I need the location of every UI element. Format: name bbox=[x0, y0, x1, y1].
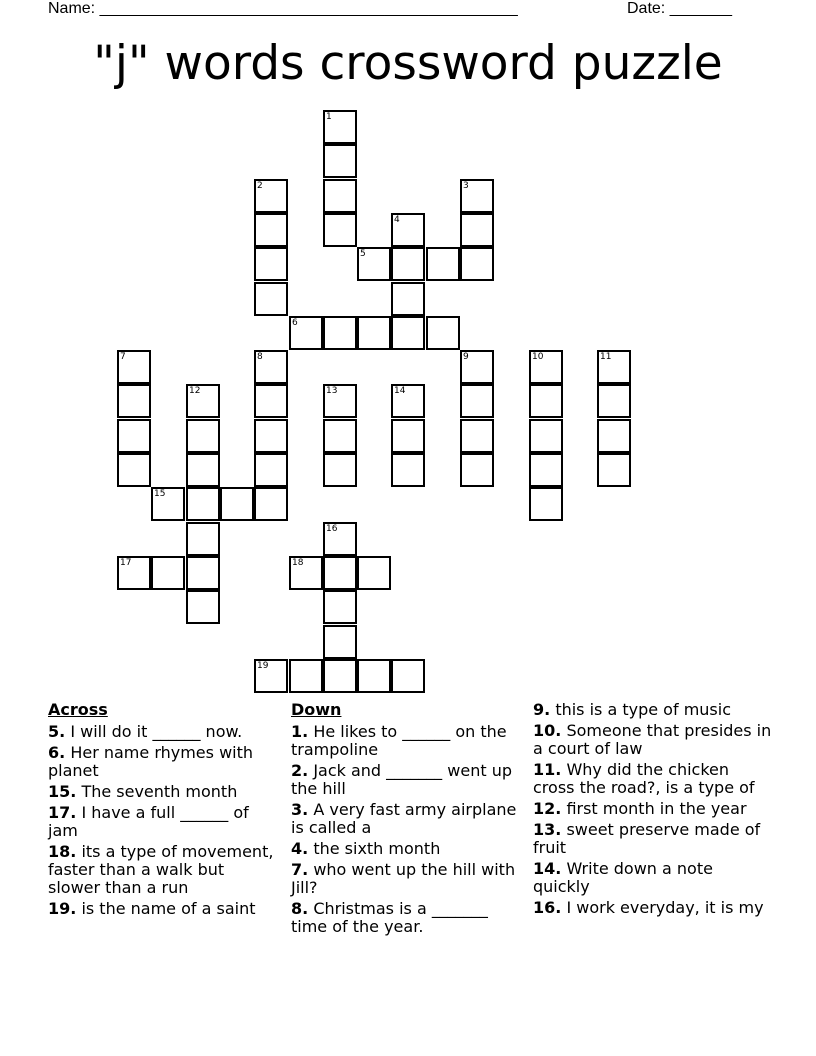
grid-cell[interactable] bbox=[391, 659, 425, 693]
grid-cell[interactable] bbox=[254, 247, 288, 281]
clue-across-17: 17. I have a full ______ of jam bbox=[48, 803, 249, 840]
clue-down-4: 4. the sixth month bbox=[291, 839, 441, 858]
date-field[interactable]: Date: _______ bbox=[627, 0, 732, 17]
cell-number: 8 bbox=[257, 352, 263, 362]
grid-cell[interactable] bbox=[323, 453, 357, 487]
grid-cell[interactable] bbox=[426, 316, 460, 350]
grid-cell[interactable] bbox=[597, 453, 631, 487]
grid-cell[interactable] bbox=[323, 316, 357, 350]
cell-number: 3 bbox=[463, 181, 469, 191]
cell-number: 10 bbox=[532, 352, 544, 362]
clue-across-19: 19. is the name of a saint bbox=[48, 899, 256, 918]
grid-cell[interactable] bbox=[323, 556, 357, 590]
down-clues-continued bbox=[533, 701, 773, 920]
clue-down-8: 8. Christmas is a _______ time of the year. bbox=[291, 899, 488, 936]
grid-cell[interactable] bbox=[254, 179, 288, 213]
clue-down-14: 14. Write down a note quickly bbox=[533, 859, 713, 896]
grid-cell[interactable] bbox=[323, 419, 357, 453]
grid-cell[interactable] bbox=[323, 384, 357, 418]
grid-cell[interactable] bbox=[323, 659, 357, 693]
cell-number: 15 bbox=[154, 489, 166, 499]
grid-cell[interactable] bbox=[186, 590, 220, 624]
grid-cell[interactable] bbox=[117, 350, 151, 384]
clue-down-12: 12. first month in the year bbox=[533, 799, 747, 818]
grid-cell[interactable] bbox=[186, 384, 220, 418]
grid-cell[interactable] bbox=[289, 556, 323, 590]
grid-cell[interactable] bbox=[151, 556, 185, 590]
grid-cell[interactable] bbox=[357, 659, 391, 693]
grid-cell[interactable] bbox=[357, 316, 391, 350]
grid-cell[interactable] bbox=[254, 487, 288, 521]
grid-cell[interactable] bbox=[323, 522, 357, 556]
grid-cell[interactable] bbox=[529, 453, 563, 487]
grid-cell[interactable] bbox=[186, 522, 220, 556]
grid-cell[interactable] bbox=[186, 453, 220, 487]
clue-across-18: 18. its a type of movement, faster than a walk but slower than a run bbox=[48, 842, 274, 897]
across-clues bbox=[48, 701, 276, 921]
grid-cell[interactable] bbox=[357, 247, 391, 281]
page-title: "j" words crossword puzzle bbox=[93, 36, 723, 91]
across-heading: Across bbox=[48, 700, 108, 719]
grid-cell[interactable] bbox=[597, 419, 631, 453]
clue-across-15: 15. The seventh month bbox=[48, 782, 238, 801]
grid-cell[interactable] bbox=[597, 384, 631, 418]
grid-cell[interactable] bbox=[460, 179, 494, 213]
grid-cell[interactable] bbox=[289, 659, 323, 693]
clue-down-16: 16. I work everyday, it is my bbox=[533, 898, 764, 917]
cell-number: 7 bbox=[120, 352, 126, 362]
cell-number: 2 bbox=[257, 181, 263, 191]
grid-cell[interactable] bbox=[323, 213, 357, 247]
grid-cell[interactable] bbox=[254, 384, 288, 418]
grid-cell[interactable] bbox=[186, 487, 220, 521]
grid-cell[interactable] bbox=[460, 453, 494, 487]
grid-cell[interactable] bbox=[460, 350, 494, 384]
grid-cell[interactable] bbox=[391, 384, 425, 418]
grid-cell[interactable] bbox=[117, 556, 151, 590]
grid-cell[interactable] bbox=[186, 419, 220, 453]
cell-number: 12 bbox=[189, 386, 201, 396]
grid-cell[interactable] bbox=[254, 419, 288, 453]
clue-down-3: 3. A very fast army airplane is called a bbox=[291, 800, 517, 837]
clue-down-2: 2. Jack and _______ went up the hill bbox=[291, 761, 512, 798]
cell-number: 5 bbox=[360, 249, 366, 259]
grid-cell[interactable] bbox=[323, 144, 357, 178]
grid-cell[interactable] bbox=[254, 350, 288, 384]
clue-down-1: 1. He likes to ______ on the trampoline bbox=[291, 722, 507, 759]
grid-cell[interactable] bbox=[254, 213, 288, 247]
grid-cell[interactable] bbox=[460, 384, 494, 418]
clue-down-13: 13. sweet preserve made of fruit bbox=[533, 820, 761, 857]
clue-across-5: 5. I will do it ______ now. bbox=[48, 722, 243, 741]
clue-down-11: 11. Why did the chicken cross the road?, is a type of bbox=[533, 760, 755, 797]
grid-cell[interactable] bbox=[323, 179, 357, 213]
grid-cell[interactable] bbox=[529, 487, 563, 521]
clue-down-7: 7. who went up the hill with Jill? bbox=[291, 860, 516, 897]
grid-cell[interactable] bbox=[460, 247, 494, 281]
cell-number: 19 bbox=[257, 661, 269, 671]
grid-cell[interactable] bbox=[117, 419, 151, 453]
cell-number: 13 bbox=[326, 386, 338, 396]
grid-cell[interactable] bbox=[254, 659, 288, 693]
grid-cell[interactable] bbox=[391, 453, 425, 487]
grid-cell[interactable] bbox=[529, 419, 563, 453]
grid-cell[interactable] bbox=[391, 247, 425, 281]
grid-cell[interactable] bbox=[254, 453, 288, 487]
cell-number: 18 bbox=[292, 558, 304, 568]
grid-cell[interactable] bbox=[460, 419, 494, 453]
grid-cell[interactable] bbox=[529, 384, 563, 418]
cell-number: 16 bbox=[326, 524, 338, 534]
down-clues bbox=[291, 701, 519, 939]
grid-cell[interactable] bbox=[323, 625, 357, 659]
grid-cell[interactable] bbox=[426, 247, 460, 281]
cell-number: 1 bbox=[326, 112, 332, 122]
grid-cell[interactable] bbox=[323, 590, 357, 624]
grid-cell[interactable] bbox=[151, 487, 185, 521]
cell-number: 14 bbox=[394, 386, 406, 396]
grid-cell[interactable] bbox=[391, 213, 425, 247]
name-field[interactable]: Name: _______________________________________________ bbox=[48, 0, 518, 17]
grid-cell[interactable] bbox=[391, 282, 425, 316]
grid-cell[interactable] bbox=[220, 487, 254, 521]
grid-cell[interactable] bbox=[529, 350, 563, 384]
grid-cell[interactable] bbox=[460, 213, 494, 247]
grid-cell[interactable] bbox=[186, 556, 220, 590]
cell-number: 17 bbox=[120, 558, 132, 568]
grid-cell[interactable] bbox=[323, 110, 357, 144]
grid-cell[interactable] bbox=[357, 556, 391, 590]
grid-cell[interactable] bbox=[391, 419, 425, 453]
cell-number: 9 bbox=[463, 352, 469, 362]
cell-number: 11 bbox=[600, 352, 612, 362]
grid-cell[interactable] bbox=[117, 384, 151, 418]
grid-cell[interactable] bbox=[289, 316, 323, 350]
cell-number: 4 bbox=[394, 215, 400, 225]
grid-cell[interactable] bbox=[254, 282, 288, 316]
clue-down-9: 9. this is a type of music bbox=[533, 700, 731, 719]
grid-cell[interactable] bbox=[391, 316, 425, 350]
clue-down-10: 10. Someone that presides in a court of law bbox=[533, 721, 772, 758]
clue-across-6: 6. Her name rhymes with planet bbox=[48, 743, 254, 780]
grid-cell[interactable] bbox=[117, 453, 151, 487]
cell-number: 6 bbox=[292, 318, 298, 328]
down-heading: Down bbox=[291, 700, 342, 719]
grid-cell[interactable] bbox=[597, 350, 631, 384]
